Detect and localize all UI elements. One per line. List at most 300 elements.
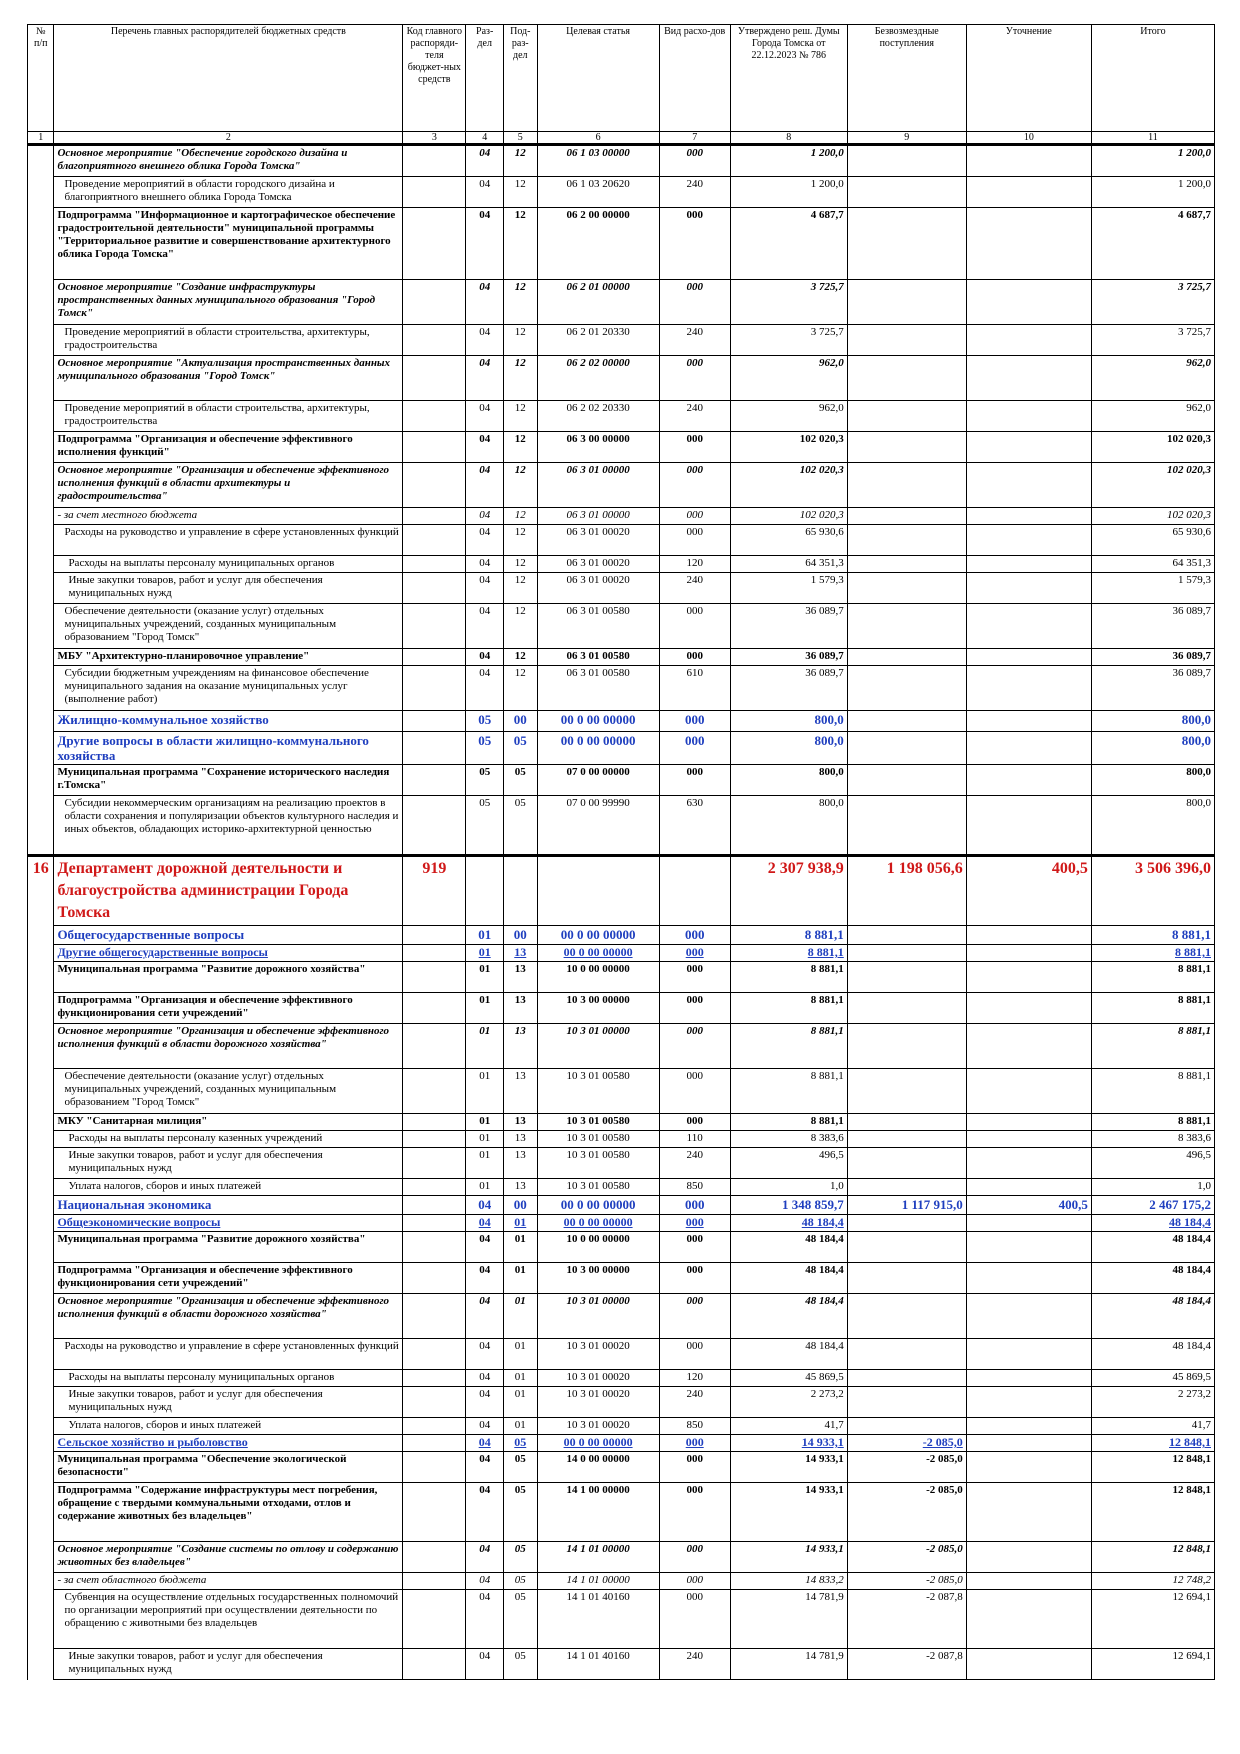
row-razdel: 04 [466, 1387, 504, 1418]
colnum: 6 [537, 132, 659, 145]
row-expense-type: 630 [659, 796, 730, 856]
colnum: 9 [847, 132, 966, 145]
row-podrazdel: 13 [504, 993, 538, 1024]
row-approved: 14 781,9 [730, 1590, 847, 1649]
row-expense-type: 000 [659, 525, 730, 556]
row-approved: 3 725,7 [730, 325, 847, 356]
row-adjustment [966, 556, 1091, 573]
row-number [28, 280, 54, 325]
row-adjustment [966, 1418, 1091, 1435]
table-row [28, 1339, 1215, 1370]
row-name: - за счет областного бюджета [54, 1573, 403, 1590]
row-total: 102 020,3 [1091, 508, 1214, 525]
row-free-receipts [847, 208, 966, 280]
row-approved: 1 200,0 [730, 145, 847, 177]
row-code [403, 432, 466, 463]
row-podrazdel: 01 [504, 1418, 538, 1435]
table-row [28, 1114, 1215, 1131]
budget-table [27, 24, 1215, 1680]
table-row [28, 1649, 1215, 1680]
table-row [28, 1542, 1215, 1573]
row-adjustment [966, 1435, 1091, 1452]
row-total: 3 506 396,0 [1091, 856, 1214, 926]
row-free-receipts: -2 085,0 [847, 1542, 966, 1573]
table-row [28, 1370, 1215, 1387]
colnum: 2 [54, 132, 403, 145]
row-code [403, 993, 466, 1024]
row-expense-type: 610 [659, 666, 730, 711]
row-approved: 1,0 [730, 1179, 847, 1196]
header-name: Перечень главных распорядителей бюджетных средств [54, 25, 403, 132]
row-podrazdel: 01 [504, 1370, 538, 1387]
row-name: Основное мероприятие "Создание инфраструктуры пространственных данных муниципального образования "Город Томск" [54, 280, 403, 325]
row-adjustment [966, 1024, 1091, 1069]
row-total: 12 748,2 [1091, 1573, 1214, 1590]
row-podrazdel: 13 [504, 1148, 538, 1179]
row-total: 48 184,4 [1091, 1232, 1214, 1263]
row-adjustment [966, 649, 1091, 666]
row-razdel: 04 [466, 525, 504, 556]
row-number [28, 732, 54, 765]
row-code [403, 1339, 466, 1370]
row-name: Подпрограмма "Информационное и картографическое обеспечение градостроительной деятельности" муниципальной программы "Территориальное развитие и совершенствование архитектурного облика Города Томска" [54, 208, 403, 280]
row-adjustment: 400,5 [966, 1196, 1091, 1215]
row-free-receipts [847, 649, 966, 666]
row-number [28, 463, 54, 508]
table-row [28, 573, 1215, 604]
row-free-receipts [847, 556, 966, 573]
row-name: Основное мероприятие "Организация и обеспечение эффективного исполнения функций в области дорожного хозяйства" [54, 1024, 403, 1069]
row-razdel: 04 [466, 1435, 504, 1452]
row-podrazdel: 12 [504, 208, 538, 280]
row-podrazdel: 05 [504, 796, 538, 856]
row-approved: 3 725,7 [730, 280, 847, 325]
row-target-article: 06 3 01 00020 [537, 525, 659, 556]
row-expense-type: 000 [659, 945, 730, 962]
row-target-article: 06 2 01 00000 [537, 280, 659, 325]
row-adjustment [966, 1215, 1091, 1232]
row-free-receipts [847, 1131, 966, 1148]
row-approved: 36 089,7 [730, 649, 847, 666]
row-code [403, 711, 466, 732]
row-number [28, 1069, 54, 1114]
table-row [28, 556, 1215, 573]
row-code [403, 1452, 466, 1483]
row-free-receipts [847, 926, 966, 945]
row-total: 8 881,1 [1091, 926, 1214, 945]
row-expense-type: 000 [659, 356, 730, 401]
row-approved: 962,0 [730, 356, 847, 401]
row-name: Основное мероприятие "Организация и обеспечение эффективного исполнения функций в области архитектуры и градостроительства" [54, 463, 403, 508]
row-target-article: 07 0 00 99990 [537, 796, 659, 856]
row-free-receipts [847, 1339, 966, 1370]
row-free-receipts: -2 085,0 [847, 1483, 966, 1542]
row-total: 48 184,4 [1091, 1294, 1214, 1339]
row-expense-type: 240 [659, 1387, 730, 1418]
row-target-article: 14 1 01 40160 [537, 1590, 659, 1649]
row-name: Подпрограмма "Содержание инфраструктуры мест погребения, обращение с твердыми коммунальными отходами, отлов и содержание животных без владельцев" [54, 1483, 403, 1542]
row-free-receipts [847, 1179, 966, 1196]
row-expense-type: 000 [659, 962, 730, 993]
table-row [28, 1196, 1215, 1215]
row-free-receipts [847, 401, 966, 432]
row-expense-type: 000 [659, 1024, 730, 1069]
table-row [28, 1435, 1215, 1452]
row-approved: 64 351,3 [730, 556, 847, 573]
row-podrazdel: 13 [504, 1024, 538, 1069]
row-podrazdel: 01 [504, 1215, 538, 1232]
row-name: Субсидии некоммерческим организациям на реализацию проектов в области сохранения и популяризации объектов культурного наследия и иных объектов, обладающих историко-архитектурной ценностью [54, 796, 403, 856]
row-total: 8 881,1 [1091, 962, 1214, 993]
row-code [403, 1131, 466, 1148]
row-podrazdel: 13 [504, 1114, 538, 1131]
row-approved: 800,0 [730, 796, 847, 856]
row-expense-type: 000 [659, 993, 730, 1024]
colnum: 5 [504, 132, 538, 145]
row-adjustment [966, 432, 1091, 463]
row-approved: 4 687,7 [730, 208, 847, 280]
row-number [28, 711, 54, 732]
row-code [403, 508, 466, 525]
row-number [28, 1387, 54, 1418]
budget-rows [28, 145, 1215, 1680]
row-total: 36 089,7 [1091, 666, 1214, 711]
row-podrazdel: 05 [504, 765, 538, 796]
row-podrazdel: 01 [504, 1387, 538, 1418]
row-free-receipts [847, 1263, 966, 1294]
table-row [28, 525, 1215, 556]
header-podrazdel: Под-раз-дел [504, 25, 538, 132]
row-expense-type: 240 [659, 177, 730, 208]
row-code [403, 1263, 466, 1294]
row-expense-type: 000 [659, 926, 730, 945]
row-expense-type: 240 [659, 325, 730, 356]
row-razdel: 04 [466, 508, 504, 525]
row-razdel: 04 [466, 1263, 504, 1294]
row-expense-type: 000 [659, 1069, 730, 1114]
row-free-receipts [847, 1069, 966, 1114]
table-row [28, 1215, 1215, 1232]
row-podrazdel: 05 [504, 1573, 538, 1590]
row-target-article: 10 3 01 00580 [537, 1179, 659, 1196]
row-razdel: 04 [466, 177, 504, 208]
row-expense-type: 000 [659, 649, 730, 666]
row-expense-type: 000 [659, 1483, 730, 1542]
row-approved: 36 089,7 [730, 604, 847, 649]
row-adjustment [966, 525, 1091, 556]
row-adjustment [966, 463, 1091, 508]
row-adjustment [966, 1573, 1091, 1590]
row-podrazdel: 12 [504, 325, 538, 356]
row-target-article: 10 3 01 00020 [537, 1339, 659, 1370]
row-name: Подпрограмма "Организация и обеспечение эффективного функционирования сети учреждений" [54, 993, 403, 1024]
row-total: 48 184,4 [1091, 1263, 1214, 1294]
row-number [28, 325, 54, 356]
row-target-article: 10 3 01 00020 [537, 1418, 659, 1435]
row-expense-type: 110 [659, 1131, 730, 1148]
row-code [403, 666, 466, 711]
row-podrazdel: 01 [504, 1232, 538, 1263]
row-target-article: 06 2 01 20330 [537, 325, 659, 356]
row-approved: 48 184,4 [730, 1339, 847, 1370]
row-target-article: 14 0 00 00000 [537, 1452, 659, 1483]
table-row [28, 463, 1215, 508]
header-free-receipts: Безвозмездные поступления [847, 25, 966, 132]
row-total: 3 725,7 [1091, 325, 1214, 356]
row-number [28, 1232, 54, 1263]
row-code [403, 732, 466, 765]
row-razdel: 04 [466, 1483, 504, 1542]
row-name: Расходы на выплаты персоналу муниципальных органов [54, 556, 403, 573]
row-number [28, 1370, 54, 1387]
row-podrazdel: 13 [504, 1131, 538, 1148]
row-free-receipts [847, 432, 966, 463]
table-row [28, 1418, 1215, 1435]
row-approved: 14 933,1 [730, 1542, 847, 1573]
row-free-receipts: 1 117 915,0 [847, 1196, 966, 1215]
table-row [28, 432, 1215, 463]
row-name: Национальная экономика [54, 1196, 403, 1215]
row-approved: 102 020,3 [730, 463, 847, 508]
row-name: МБУ "Архитектурно-планировочное управление" [54, 649, 403, 666]
row-razdel: 04 [466, 145, 504, 177]
row-razdel: 04 [466, 401, 504, 432]
table-row [28, 145, 1215, 177]
row-code [403, 796, 466, 856]
table-row [28, 208, 1215, 280]
row-number [28, 796, 54, 856]
row-razdel: 04 [466, 463, 504, 508]
row-adjustment [966, 1542, 1091, 1573]
row-target-article: 10 3 01 00000 [537, 1294, 659, 1339]
row-total: 12 694,1 [1091, 1649, 1214, 1680]
row-total: 8 881,1 [1091, 945, 1214, 962]
row-approved: 496,5 [730, 1148, 847, 1179]
row-razdel [466, 856, 504, 926]
row-approved: 14 933,1 [730, 1435, 847, 1452]
row-razdel: 05 [466, 732, 504, 765]
row-target-article: 10 3 01 00000 [537, 1024, 659, 1069]
row-approved: 8 881,1 [730, 1069, 847, 1114]
row-name: Жилищно-коммунальное хозяйство [54, 711, 403, 732]
row-code [403, 1179, 466, 1196]
row-number [28, 1649, 54, 1680]
row-expense-type: 000 [659, 1573, 730, 1590]
row-approved: 102 020,3 [730, 432, 847, 463]
row-code [403, 280, 466, 325]
row-name: Иные закупки товаров, работ и услуг для обеспечения муниципальных нужд [54, 1387, 403, 1418]
row-podrazdel: 12 [504, 649, 538, 666]
row-adjustment [966, 1387, 1091, 1418]
row-razdel: 01 [466, 1148, 504, 1179]
table-row [28, 325, 1215, 356]
row-code [403, 1148, 466, 1179]
row-expense-type: 000 [659, 432, 730, 463]
row-free-receipts [847, 1114, 966, 1131]
row-name: Проведение мероприятий в области строительства, архитектуры, градостроительства [54, 401, 403, 432]
row-free-receipts: -2 087,8 [847, 1590, 966, 1649]
row-code [403, 1418, 466, 1435]
table-row [28, 280, 1215, 325]
row-free-receipts [847, 1387, 966, 1418]
row-total: 1 200,0 [1091, 145, 1214, 177]
row-adjustment [966, 1483, 1091, 1542]
row-adjustment [966, 1649, 1091, 1680]
row-code [403, 649, 466, 666]
row-expense-type: 000 [659, 711, 730, 732]
row-podrazdel: 12 [504, 525, 538, 556]
row-approved: 800,0 [730, 732, 847, 765]
row-razdel: 04 [466, 1339, 504, 1370]
row-target-article: 10 0 00 00000 [537, 962, 659, 993]
row-free-receipts [847, 765, 966, 796]
row-adjustment [966, 208, 1091, 280]
row-approved: 14 933,1 [730, 1452, 847, 1483]
row-code [403, 1370, 466, 1387]
row-total: 64 351,3 [1091, 556, 1214, 573]
row-name: Расходы на выплаты персоналу казенных учреждений [54, 1131, 403, 1148]
row-approved: 8 881,1 [730, 1024, 847, 1069]
table-row [28, 993, 1215, 1024]
row-podrazdel: 05 [504, 1435, 538, 1452]
row-code [403, 1573, 466, 1590]
row-total: 962,0 [1091, 401, 1214, 432]
row-podrazdel: 01 [504, 1339, 538, 1370]
row-target-article: 10 3 01 00580 [537, 1148, 659, 1179]
table-row [28, 711, 1215, 732]
row-razdel: 04 [466, 573, 504, 604]
row-podrazdel: 12 [504, 280, 538, 325]
row-podrazdel [504, 856, 538, 926]
row-free-receipts: -2 087,8 [847, 1649, 966, 1680]
row-free-receipts [847, 508, 966, 525]
row-razdel: 04 [466, 1573, 504, 1590]
row-adjustment [966, 1294, 1091, 1339]
row-approved: 48 184,4 [730, 1215, 847, 1232]
row-approved: 8 881,1 [730, 993, 847, 1024]
row-podrazdel: 05 [504, 1452, 538, 1483]
row-number [28, 962, 54, 993]
row-target-article: 10 0 00 00000 [537, 1232, 659, 1263]
row-total: 1 579,3 [1091, 573, 1214, 604]
row-total: 4 687,7 [1091, 208, 1214, 280]
row-expense-type: 850 [659, 1418, 730, 1435]
row-approved: 48 184,4 [730, 1294, 847, 1339]
row-podrazdel: 12 [504, 145, 538, 177]
row-code [403, 1215, 466, 1232]
row-target-article: 06 1 03 20620 [537, 177, 659, 208]
row-target-article: 10 3 01 00020 [537, 1370, 659, 1387]
row-number [28, 1263, 54, 1294]
row-approved: 1 348 859,7 [730, 1196, 847, 1215]
row-total: 12 848,1 [1091, 1435, 1214, 1452]
row-number [28, 556, 54, 573]
row-adjustment [966, 1232, 1091, 1263]
row-adjustment [966, 993, 1091, 1024]
row-razdel: 04 [466, 1452, 504, 1483]
row-adjustment [966, 926, 1091, 945]
row-podrazdel: 05 [504, 1590, 538, 1649]
row-number [28, 401, 54, 432]
row-free-receipts [847, 525, 966, 556]
header-num: № п/п [28, 25, 54, 132]
row-number [28, 765, 54, 796]
row-number [28, 145, 54, 177]
row-expense-type: 000 [659, 1542, 730, 1573]
row-total: 12 848,1 [1091, 1483, 1214, 1542]
row-name: Другие общегосударственные вопросы [54, 945, 403, 962]
row-approved: 36 089,7 [730, 666, 847, 711]
row-name: Иные закупки товаров, работ и услуг для обеспечения муниципальных нужд [54, 573, 403, 604]
row-total: 3 725,7 [1091, 280, 1214, 325]
row-code [403, 1069, 466, 1114]
row-number [28, 525, 54, 556]
table-row [28, 1232, 1215, 1263]
row-approved: 1 579,3 [730, 573, 847, 604]
row-adjustment [966, 604, 1091, 649]
table-row [28, 356, 1215, 401]
row-number [28, 604, 54, 649]
row-podrazdel: 05 [504, 1649, 538, 1680]
table-row [28, 1131, 1215, 1148]
table-row [28, 732, 1215, 765]
row-number [28, 649, 54, 666]
row-total: 1 200,0 [1091, 177, 1214, 208]
row-total: 8 383,6 [1091, 1131, 1214, 1148]
header-adjustment: Уточнение [966, 25, 1091, 132]
row-number [28, 1339, 54, 1370]
row-name: Расходы на руководство и управление в сфере установленных функций [54, 525, 403, 556]
row-code [403, 463, 466, 508]
row-adjustment [966, 508, 1091, 525]
row-name: Подпрограмма "Организация и обеспечение эффективного функционирования сети учреждений" [54, 1263, 403, 1294]
row-free-receipts [847, 732, 966, 765]
row-razdel: 01 [466, 926, 504, 945]
row-adjustment [966, 962, 1091, 993]
table-row [28, 1179, 1215, 1196]
row-name: Сельское хозяйство и рыболовство [54, 1435, 403, 1452]
row-podrazdel: 12 [504, 356, 538, 401]
row-number [28, 993, 54, 1024]
row-adjustment [966, 765, 1091, 796]
row-adjustment [966, 1590, 1091, 1649]
row-number [28, 1114, 54, 1131]
row-code [403, 1024, 466, 1069]
row-expense-type: 000 [659, 765, 730, 796]
row-code [403, 1232, 466, 1263]
row-approved: 41,7 [730, 1418, 847, 1435]
row-free-receipts [847, 177, 966, 208]
row-podrazdel: 13 [504, 945, 538, 962]
row-free-receipts [847, 1418, 966, 1435]
row-razdel: 05 [466, 711, 504, 732]
row-expense-type: 120 [659, 556, 730, 573]
row-total: 800,0 [1091, 765, 1214, 796]
row-total: 8 881,1 [1091, 1069, 1214, 1114]
row-target-article: 00 0 00 00000 [537, 1435, 659, 1452]
row-adjustment [966, 145, 1091, 177]
row-expense-type: 120 [659, 1370, 730, 1387]
row-code [403, 926, 466, 945]
row-podrazdel: 13 [504, 1069, 538, 1114]
header-approved: Утверждено реш. Думы Города Томска от 22.12.2023 № 786 [730, 25, 847, 132]
row-expense-type: 000 [659, 1196, 730, 1215]
row-razdel: 04 [466, 1294, 504, 1339]
table-row [28, 1590, 1215, 1649]
row-code [403, 145, 466, 177]
row-expense-type: 000 [659, 1339, 730, 1370]
row-name: - за счет местного бюджета [54, 508, 403, 525]
